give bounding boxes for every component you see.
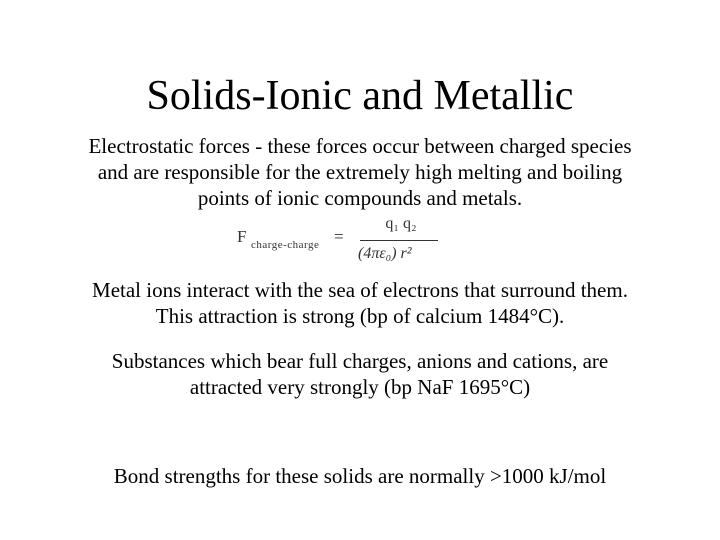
coulomb-force-formula	[237, 215, 447, 275]
paragraph-line: Substances which bear full charges, anions and cations, are	[111, 349, 609, 373]
formula-denominator: (4πε₀) r²	[358, 245, 412, 262]
formula-equals: =	[334, 227, 344, 246]
formula-fraction-bar	[360, 240, 438, 241]
paragraph-line: Metal ions interact with the sea of electrons that surround them.	[92, 278, 628, 302]
paragraph-line: attracted very strongly (bp NaF 1695°C)	[189, 375, 531, 399]
formula-force-symbol: F	[237, 227, 247, 246]
slide-title: Solids-Ionic and Metallic	[146, 73, 574, 119]
paragraph-line: Bond strengths for these solids are normally >1000 kJ/mol	[113, 464, 607, 488]
full-charges-paragraph	[20, 348, 700, 400]
formula-force-subscript: charge-charge	[251, 239, 320, 251]
paragraph-line: Electrostatic forces - these forces occur between charged species	[88, 134, 632, 158]
electrostatic-forces-paragraph	[20, 133, 700, 211]
paragraph-line: This attraction is strong (bp of calcium 1484°C).	[155, 304, 565, 328]
bond-strength-paragraph	[20, 463, 700, 489]
paragraph-line: points of ionic compounds and metals.	[197, 186, 523, 210]
formula-numerator: q₁ q₂	[385, 215, 417, 232]
paragraph-line: and are responsible for the extremely high melting and boiling	[97, 160, 623, 184]
metal-ions-paragraph	[20, 277, 700, 329]
